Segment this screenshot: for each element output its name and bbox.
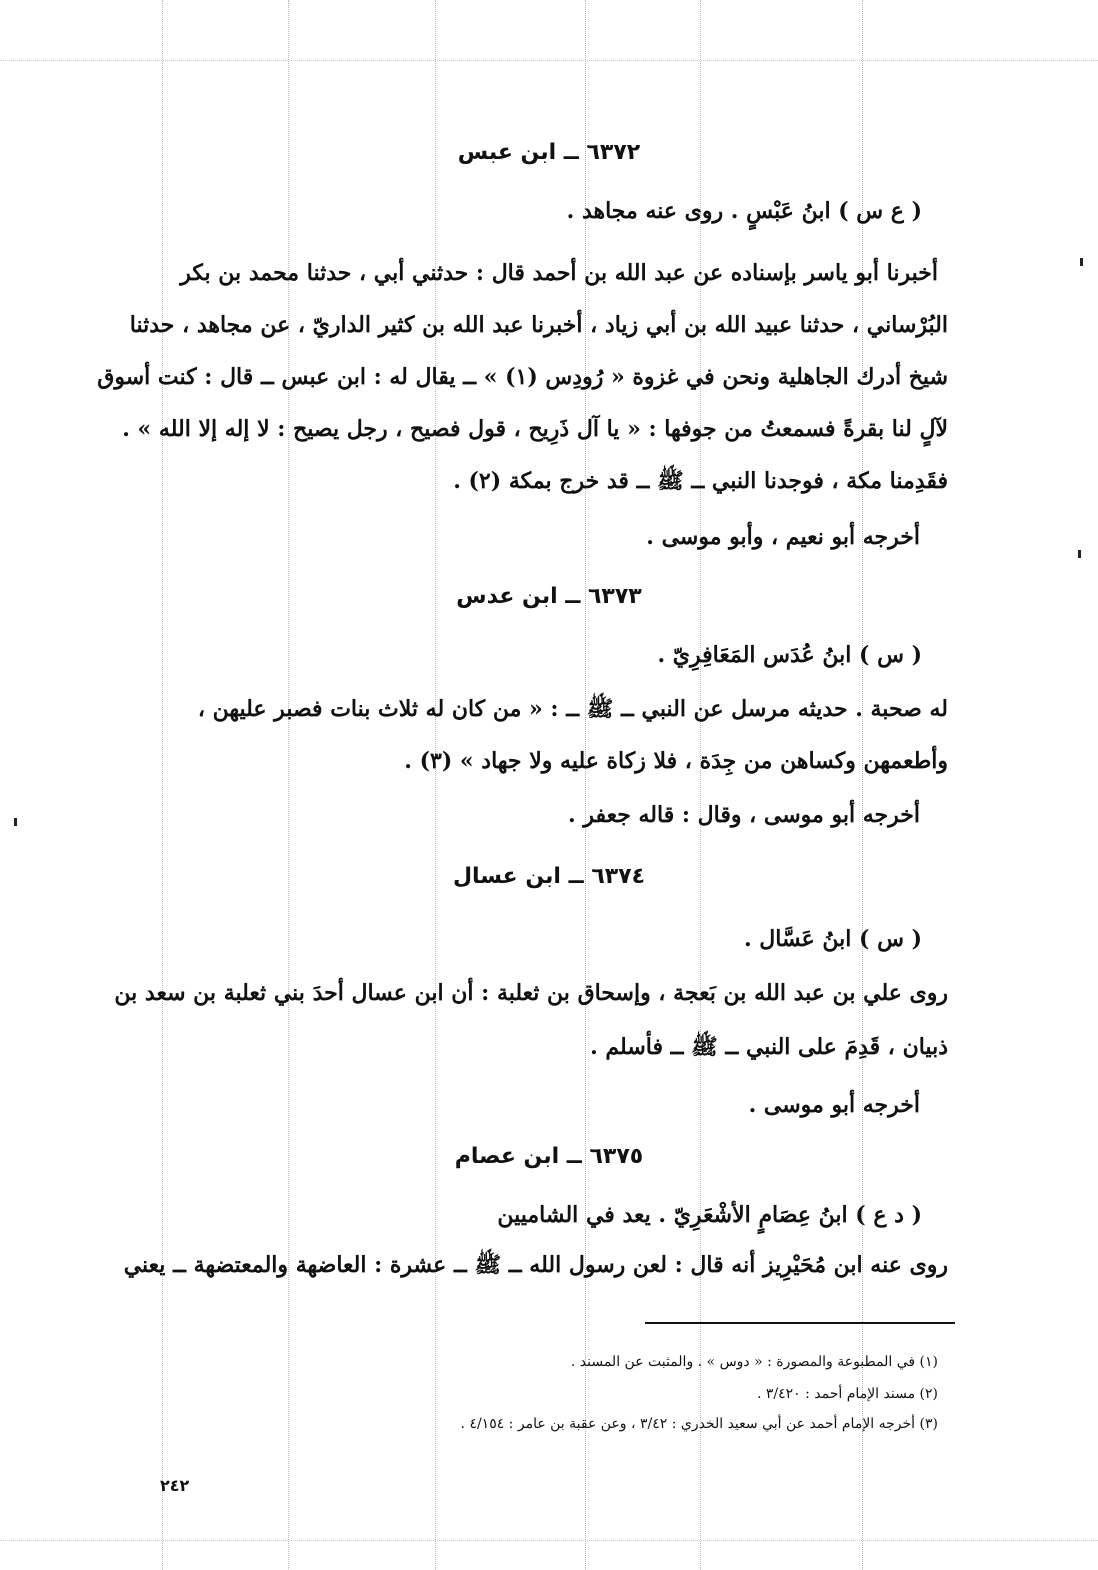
footnote: (٢) مسند الإمام أحمد : ٣/٤٢٠ . (757, 1386, 938, 1402)
scan-guide-line (288, 0, 289, 1570)
entry-line: ( س ) ابنُ عُدَس المَعَافِرِيّ . (657, 642, 922, 668)
entry-line: أخرجه أبو موسى ، وقال : قاله جعفر . (568, 802, 920, 828)
scan-guide-line (0, 60, 1098, 61)
entry-line: لآلٍ لنا بقرةً فسمعتُ من جوفها : « يا آل ذَرِيح ، قول فصيح ، رجل يصيح : لا إله إلا الله » . (122, 416, 948, 442)
scan-guide-line (585, 0, 586, 1570)
entry-line: أخرجه أبو موسى . (748, 1092, 920, 1118)
entry-heading: ٦٣٧٥ ــ ابن عصام (454, 1144, 644, 1169)
entry-line: روى عنه ابن مُحَيْرِيز أنه قال : لعن رسول الله ــ ﷺ ــ عشرة : العاضهة والمعتضهة ــ يعني (123, 1252, 948, 1278)
scan-guide-line (435, 0, 436, 1570)
footnote-separator (645, 1322, 955, 1324)
scan-guide-line (862, 0, 863, 1570)
entry-line: شيخ أدرك الجاهلية ونحن في غزوة « رُودِس (١) » ــ يقال له : ابن عبس ــ قال : كنت أسوق (97, 364, 948, 390)
entry-line: ( س ) ابنُ عَسَّال . (743, 926, 922, 952)
entry-line: أخبرنا أبو ياسر بإسناده عن عبد الله بن أحمد قال : حدثني أبي ، حدثنا محمد بن بكر (180, 260, 938, 286)
entry-line: روى علي بن عبد الله بن بَعجة ، وإسحاق بن ثعلبة : أن ابن عسال أحدَ بني ثعلبة بن سعد بن (114, 980, 948, 1006)
entry-line: ( ع س ) ابنُ عَبْسٍ . روى عنه مجاهد . (566, 198, 922, 224)
entry-line: له صحبة . حديثه مرسل عن النبي ــ ﷺ ــ : « من كان له ثلاث بنات فصبر عليهن ، (197, 696, 948, 722)
entry-line: أخرجه أبو نعيم ، وأبو موسى . (646, 524, 920, 550)
entry-line: وأطعمهن وكساهن من جِدَة ، فلا زكاة عليه ولا جهاد » (٣) . (404, 748, 948, 774)
entry-line: البُرْساني ، حدثنا عبيد الله بن أبي زياد ، أخبرنا عبد الله بن كثير الداريّ ، عن مجاهد ، حدثنا (129, 312, 948, 338)
scan-mark (14, 818, 17, 826)
entry-line: ( د ع ) ابنُ عِصَامٍ الأشْعَرِيّ . يعد في الشاميين (497, 1202, 922, 1228)
scan-guide-line (700, 0, 701, 1570)
scan-guide-line (162, 0, 163, 1570)
page-number: ٢٤٢ (160, 1476, 190, 1495)
scan-mark (1080, 258, 1083, 266)
scan-guide-line (0, 1540, 1098, 1541)
entry-heading: ٦٣٧٤ ــ ابن عسال (452, 864, 646, 889)
footnote: (٣) أخرجه الإمام أحمد عن أبي سعيد الخدري : ٣/٤٢ ، وعن عقبة بن عامر : ٤/١٥٤ . (460, 1416, 938, 1432)
entry-line: ذبيان ، قَدِمَ على النبي ــ ﷺ ــ فأسلم . (590, 1034, 948, 1060)
entry-heading: ٦٣٧٢ ــ ابن عبس (457, 140, 641, 165)
footnote: (١) في المطبوعة والمصورة : « دوس » . والمثبت عن المسند . (570, 1354, 938, 1370)
scan-mark (1078, 550, 1081, 558)
entry-heading: ٦٣٧٣ ــ ابن عدس (456, 584, 642, 609)
entry-line: فقَدِمنا مكة ، فوجدنا النبي ــ ﷺ ــ قد خرج بمكة (٢) . (453, 468, 948, 494)
